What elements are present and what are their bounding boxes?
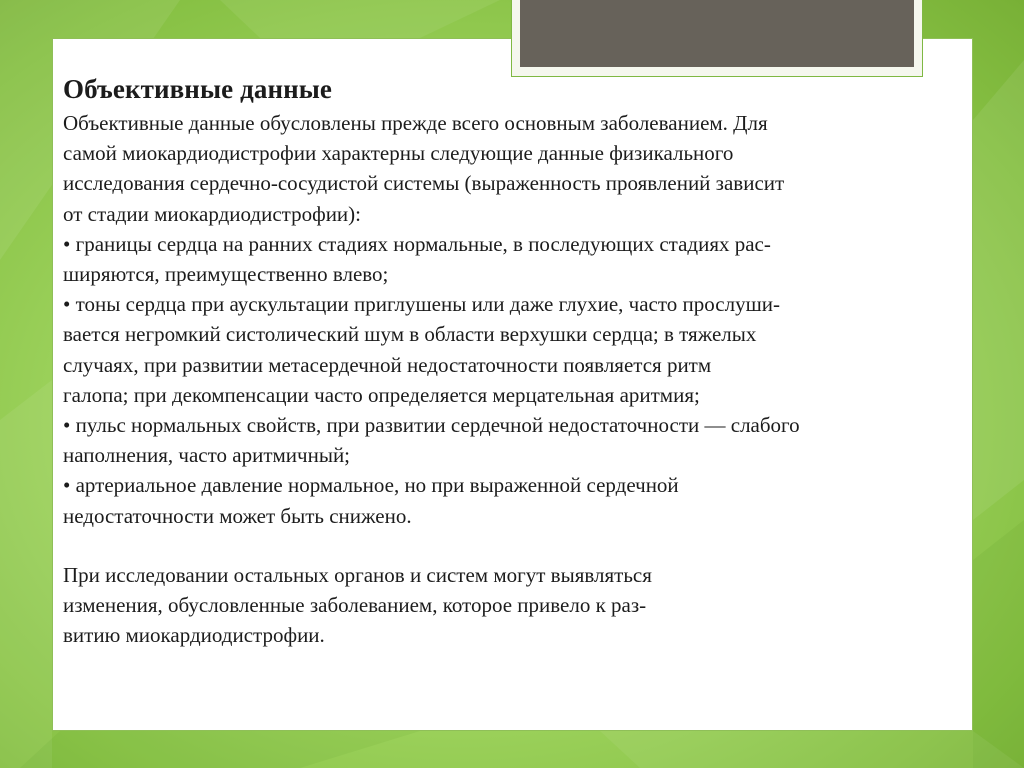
bullet-line: • тоны сердца при аускультации приглушены или даже глухие, часто прослуши- — [63, 292, 780, 317]
bullet-line: ширяются, преимущественно влево; — [63, 262, 389, 287]
slide-content — [63, 70, 968, 650]
bullet-line: • пульс нормальных свойств, при развитии сердечной недостаточности — слабого — [63, 413, 800, 438]
bullet-line: вается негромкий систолический шум в области верхушки сердца; в тяжелых — [63, 322, 757, 347]
title-placeholder-block — [520, 0, 914, 67]
closing-line: витию миокардиодистрофии. — [63, 623, 325, 648]
bullet-line: наполнения, часто аритмичный; — [63, 443, 351, 468]
closing-line: При исследовании остальных органов и систем могут выявляться — [63, 562, 652, 587]
paragraph-line: Объективные данные обусловлены прежде всего основным заболеванием. Для — [63, 111, 768, 135]
paragraph-spacer — [63, 531, 968, 560]
title-placeholder-frame — [511, 0, 923, 77]
bullet-line: случаях, при развитии метасердечной недостаточности появляется ритм — [63, 352, 712, 377]
closing-paragraph — [63, 560, 968, 651]
main-paragraph — [63, 108, 968, 531]
bullet-line: • артериальное давление нормальное, но при выраженной сердечной — [63, 473, 679, 498]
bullet-line: недостаточности может быть снижено. — [63, 503, 412, 528]
slide-heading: Объективные данные — [63, 74, 333, 104]
paragraph-line: от стадии миокардиодистрофии): — [63, 201, 361, 226]
paragraph-line: исследования сердечно-сосудистой системы (выраженность проявлений зависит — [63, 171, 785, 196]
bullet-line: галопа; при декомпенсации часто определяется мерцательная аритмия; — [63, 382, 700, 407]
closing-line: изменения, обусловленные заболеванием, которое привело к раз- — [63, 593, 647, 618]
bullet-line: • границы сердца на ранних стадиях нормальные, в последующих стадиях рас- — [63, 231, 771, 256]
paragraph-line: самой миокардиодистрофии характерны следующие данные физикального — [63, 141, 734, 166]
